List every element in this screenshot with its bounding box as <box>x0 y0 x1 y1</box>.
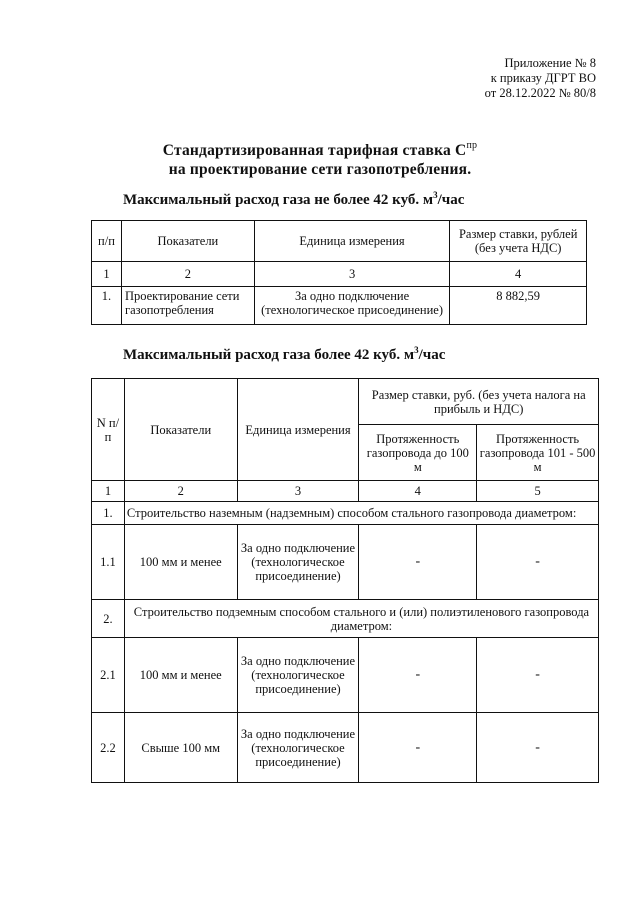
row-value-up-to-100: - <box>359 525 477 600</box>
section-2-heading-sup: 3 <box>414 345 419 355</box>
table-group-row <box>92 502 599 525</box>
table-row <box>92 525 599 600</box>
group-text: Строительство подземным способом стального и (или) полиэтиленового газопровода диаметром: <box>124 600 598 638</box>
appendix-line-2: к приказу ДГРТ ВО <box>490 71 596 85</box>
header-unit: Единица измерения <box>254 221 450 262</box>
row-value-101-500: - <box>477 713 599 783</box>
section-1-heading <box>123 190 464 209</box>
table-row <box>92 287 587 325</box>
header-unit: Единица измерения <box>237 379 359 481</box>
col-number: 3 <box>237 481 359 502</box>
title-line-1 <box>0 136 640 160</box>
title-main: Стандартизированная тарифная ставка C <box>162 142 467 159</box>
appendix-line-3: от 28.12.2022 № 80/8 <box>484 86 596 100</box>
header-length-101-500: Протяженность газопровода 101 - 500 м <box>477 425 599 481</box>
row-value: 8 882,59 <box>450 287 587 325</box>
row-num: 1. <box>92 287 122 325</box>
table-number-row <box>92 262 587 287</box>
group-num: 2. <box>92 600 125 638</box>
row-indicator: 100 мм и менее <box>124 525 237 600</box>
appendix-line-1: Приложение № 8 <box>504 56 596 70</box>
header-indicator: Показатели <box>121 221 254 262</box>
section-1-heading-tail: /час <box>437 192 465 208</box>
section-2-heading-tail: /час <box>418 347 446 363</box>
header-length-up-to-100: Протяженность газопровода до 100 м <box>359 425 477 481</box>
row-unit: За одно подключение (технологическое присоединение) <box>254 287 450 325</box>
section-2-heading <box>123 345 445 364</box>
row-value-up-to-100: - <box>359 638 477 713</box>
header-num: п/п <box>92 221 122 262</box>
header-indicator: Показатели <box>124 379 237 481</box>
col-number: 1 <box>92 262 122 287</box>
rate-table-over-42 <box>91 378 599 783</box>
row-unit: За одно подключение (технологическое присоединение) <box>237 638 359 713</box>
col-number: 4 <box>359 481 477 502</box>
section-1-heading-text: Максимальный расход газа не более 42 куб. м <box>123 192 434 208</box>
section-1-heading-sup: 3 <box>433 190 438 200</box>
col-number: 3 <box>254 262 450 287</box>
row-indicator: Проектирование сети газопотребления <box>121 287 254 325</box>
header-num: N п/п <box>92 379 125 481</box>
row-value-up-to-100: - <box>359 713 477 783</box>
col-number: 4 <box>450 262 587 287</box>
section-2-heading-text: Максимальный расход газа более 42 куб. м <box>123 347 415 363</box>
table-header-row <box>92 379 599 425</box>
col-number: 2 <box>124 481 237 502</box>
col-number: 2 <box>121 262 254 287</box>
col-number: 1 <box>92 481 125 502</box>
row-value-101-500: - <box>477 638 599 713</box>
row-num: 1.1 <box>92 525 125 600</box>
group-text: Строительство наземным (надземным) способом стального газопровода диаметром: <box>124 502 598 525</box>
row-value-101-500: - <box>477 525 599 600</box>
table-header-row <box>92 221 587 262</box>
row-unit: За одно подключение (технологическое присоединение) <box>237 713 359 783</box>
header-rate: Размер ставки, руб. (без учета налога на прибыль и НДС) <box>359 379 599 425</box>
row-num: 2.2 <box>92 713 125 783</box>
appendix-reference <box>485 56 596 101</box>
table-row <box>92 713 599 783</box>
rate-table-up-to-42 <box>91 220 587 325</box>
title-superscript: пр <box>466 140 478 151</box>
group-num: 1. <box>92 502 125 525</box>
row-indicator: Свыше 100 мм <box>124 713 237 783</box>
table-row <box>92 638 599 713</box>
row-unit: За одно подключение (технологическое присоединение) <box>237 525 359 600</box>
document-title <box>0 136 640 179</box>
row-indicator: 100 мм и менее <box>124 638 237 713</box>
header-rate: Размер ставки, рублей (без учета НДС) <box>450 221 587 262</box>
title-line-2: на проектирование сети газопотребления. <box>168 161 472 178</box>
row-num: 2.1 <box>92 638 125 713</box>
table-group-row <box>92 600 599 638</box>
table-number-row <box>92 481 599 502</box>
col-number: 5 <box>477 481 599 502</box>
